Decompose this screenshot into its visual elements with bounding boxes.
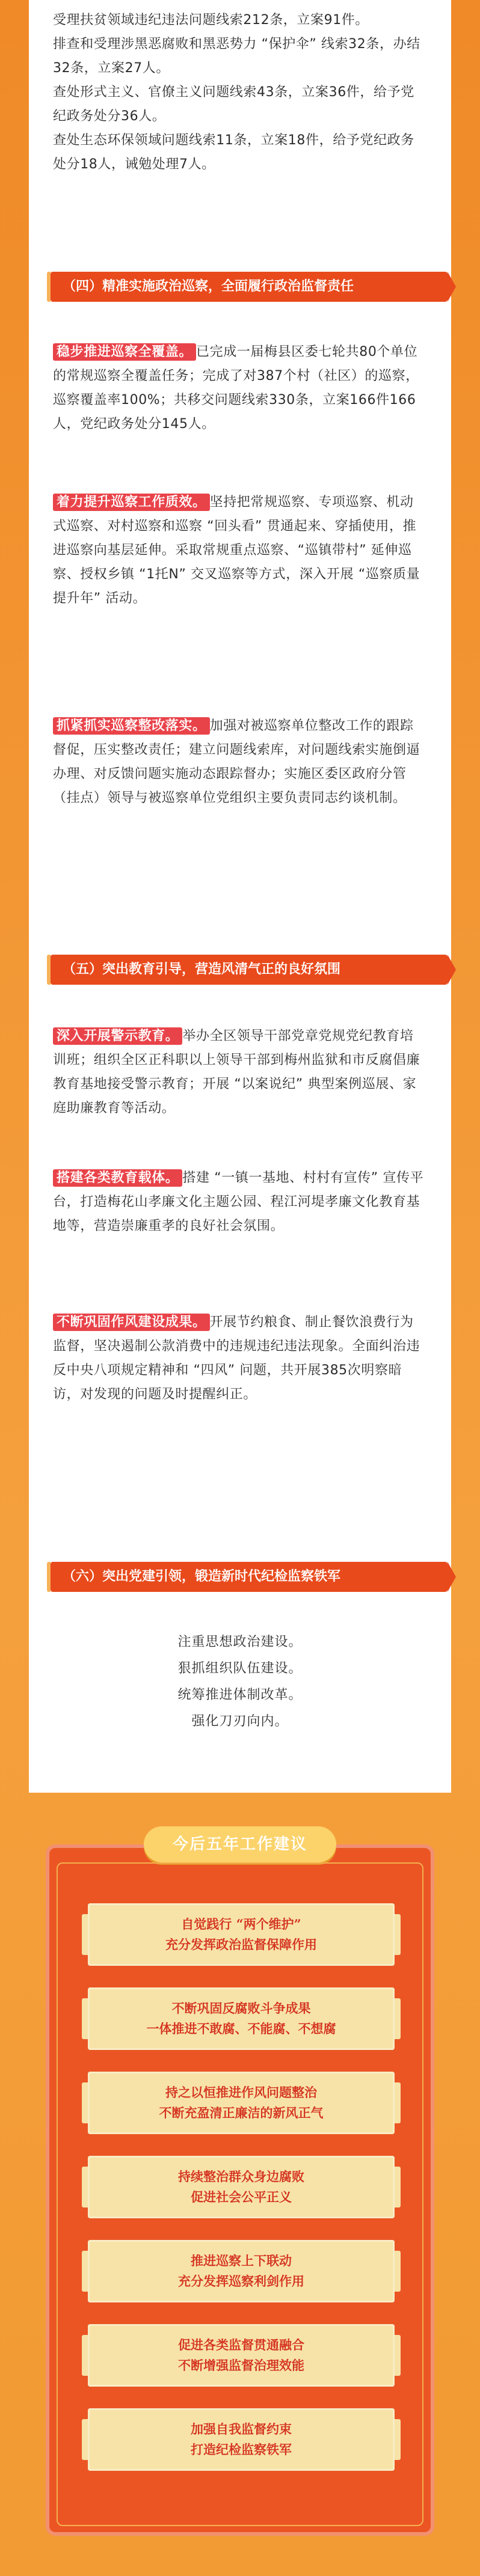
item-lead: 搭建各类教育载体。: [53, 1169, 182, 1187]
intro-line: 查处生态环保领域问题线索11条，立案18件，给予党纪政务处分18人，诫勉处理7人。: [53, 133, 414, 172]
intro-line: 查处形式主义、官僚主义问题线索43条，立案36件，给予党纪政务处分36人。: [53, 85, 414, 124]
item-body: 开展节约粮食、制止餐饮浪费行为监督，坚决遏制公款消费中的违规违纪违法现象。全面纠治违反中央八项规定精神和 “四风” 问题，共开展385次明察暗访，对发现的问题及时提醒纠正。: [53, 1315, 420, 1402]
item-body: 已完成一届梅县区委七轮共80个单位的常规巡察全覆盖任务；完成了对387个村（社区）的巡察，巡察覆盖率100%；共移交问题线索330条，立案166件166人，党纪政务处分145人。: [53, 344, 419, 432]
section-4-item: [53, 714, 427, 810]
item-body: 坚持把常规巡察、专项巡察、机动式巡察、对村巡察和巡察 “回头看” 贯通起来、穿插使用，推进巡察向基层延伸。采取常规重点巡察、“巡镇带村” 延伸巡察、授权乡镇 “1托N” 交叉巡察等方式，深入开展 “巡察质量提升年” 活动。: [53, 495, 420, 606]
suggestion-card: [88, 2072, 395, 2134]
section-6-title: （六）突出党建引领，锻造新时代纪检监察铁军: [51, 1562, 448, 1592]
item-body: 举办全区领导干部党章党规党纪教育培训班；组织全区正科职以上领导干部到梅州监狱和市反腐倡廉教育基地接受警示教育；开展 “以案说纪” 典型案例巡展、家庭助廉教育等活动。: [53, 1029, 420, 1116]
suggestion-card: [88, 2240, 395, 2302]
suggestion-card: [88, 1987, 395, 2050]
section-5-item: [53, 1166, 427, 1238]
item-lead: 稳步推进巡察全覆盖。: [53, 343, 196, 361]
party-line: 强化刀刃向内。: [191, 1714, 289, 1729]
suggestion-line: 推进巡察上下联动: [191, 2253, 292, 2268]
intro-list: [53, 8, 427, 177]
item-body: 搭建 “一镇一基地、村村有宣传” 宣传平台，打造梅花山孝廉文化主题公园、程江河堤孝廉文化教育基地等，营造崇廉重孝的良好社会氛围。: [53, 1170, 424, 1234]
section-5-item: [53, 1024, 427, 1121]
suggestions-title: 今后五年工作建议: [144, 1826, 336, 1862]
item-lead: 抓紧抓实巡察整改落实。: [53, 717, 210, 735]
suggestion-line: 加强自我监督约束: [191, 2422, 292, 2437]
report-card: [29, 0, 451, 1793]
item-lead: 不断巩固作风建设成果。: [53, 1314, 210, 1331]
suggestion-card: [88, 2156, 395, 2218]
suggestion-line: 促进社会公平正义: [191, 2189, 292, 2204]
suggestion-line: 持之以恒推进作风问题整治: [165, 2085, 317, 2100]
party-line: 注重思想政治建设。: [177, 1635, 303, 1650]
intro-line: 受理扶贫领域违纪违法问题线索212条，立案91件。: [53, 13, 369, 28]
section-4-item: [53, 491, 427, 611]
suggestion-line: 不断充盈清正廉洁的新风正气: [159, 2105, 324, 2120]
suggestions-panel: [46, 1835, 434, 2536]
suggestions-title-badge: [144, 1826, 336, 1862]
intro-line: 排查和受理涉黑恶腐败和黑恶势力 “保护伞” 线索32条，办结32条，立案27人。: [53, 37, 420, 76]
suggestion-line: 打造纪检监察铁军: [191, 2442, 292, 2457]
suggestion-line: 促进各类监督贯通融合: [178, 2337, 304, 2352]
suggestion-card: [88, 2408, 395, 2471]
item-lead: 着力提升巡察工作质效。: [53, 494, 210, 511]
party-line: 狠抓组织队伍建设。: [177, 1661, 303, 1676]
suggestion-line: 持续整治群众身边腐败: [178, 2169, 304, 2184]
suggestion-line: 不断巩固反腐败斗争成果: [171, 2001, 311, 2016]
suggestion-line: 自觉践行 “两个维护”: [181, 1917, 301, 1932]
suggestion-line: 充分发挥巡察利剑作用: [178, 2274, 304, 2289]
suggestion-card: [88, 2324, 395, 2387]
item-body: 加强对被巡察单位整改工作的跟踪督促，压实整改责任；建立问题线索库，对问题线索实施倒逼办理、对反馈问题实施动态跟踪督办；实施区委区政府分管（挂点）领导与被巡察单位党组织主要负责同志约谈机制。: [53, 718, 420, 806]
section-4-title: （四）精准实施政治巡察，全面履行政治监督责任: [51, 272, 448, 302]
suggestion-line: 不断增强监督治理效能: [178, 2358, 304, 2373]
party-line: 统筹推进体制改革。: [177, 1687, 303, 1703]
section-5-title: （五）突出教育引导，营造风清气正的良好氛围: [51, 955, 448, 985]
item-lead: 深入开展警示教育。: [53, 1027, 182, 1045]
section-4-item: [53, 340, 427, 436]
suggestion-card: [88, 1903, 395, 1966]
suggestion-line: 充分发挥政治监督保障作用: [165, 1937, 317, 1952]
suggestion-line: 一体推进不敢腐、不能腐、不想腐: [146, 2021, 336, 2036]
section-6-lines: [29, 1629, 451, 1735]
section-5-item: [53, 1311, 427, 1407]
